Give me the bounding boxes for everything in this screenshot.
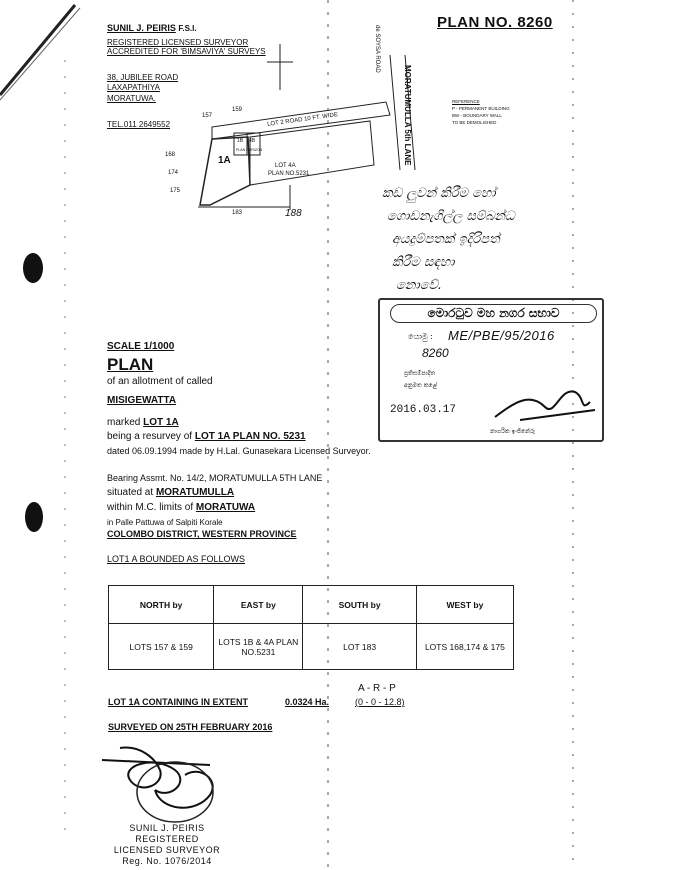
marked-line [107, 417, 179, 429]
footer-line3: LICENSED SURVEYOR [113, 845, 221, 855]
road-lot2-label: LOT 2 ROAD 10 FT. WIDE [266, 112, 339, 128]
stamp-ref-label: යොමු : [408, 332, 433, 341]
district-text: COLOMBO DISTRICT, WESTERN PROVINCE [107, 529, 297, 539]
boundary-188: 188 [285, 208, 302, 219]
plan-horizon-label: PLAN HORIZON [236, 148, 263, 152]
boundaries-header-row [109, 586, 514, 624]
marked-pre: marked [107, 417, 141, 428]
land-name [107, 395, 176, 407]
surveyor-title1: REGISTERED LICENSED SURVEYOR [107, 38, 249, 47]
stamp-signature-icon [490, 372, 600, 427]
boundary-174: 174 [168, 170, 179, 176]
scale-label [107, 341, 174, 353]
resurvey-lot: LOT 1A PLAN NO. 5231 [194, 431, 306, 442]
value-west: LOTS 168,174 & 175 [416, 624, 513, 670]
hand-line-1: කඩ ලුවන් කිරීම හෝ [382, 186, 496, 201]
stamp-plan-no: 8260 [422, 346, 449, 360]
surveyor-addr2: LAXAPATHIYA [107, 83, 160, 92]
district-line [107, 529, 297, 540]
header-west: WEST by [416, 586, 513, 624]
footer-line4: Reg. No. 1076/2014 [122, 856, 212, 866]
surveyor-suffix: F.S.I. [178, 24, 197, 33]
extent-ha-text: 0.0324 Ha. [285, 697, 330, 707]
surveyed-text: SURVEYED ON 25TH FEBRUARY 2016 [108, 722, 273, 732]
plan-title [107, 355, 153, 375]
surveyor-name [107, 23, 197, 34]
plan-number [437, 14, 553, 31]
map-legend [452, 98, 510, 126]
surveyor-addr3: MORATUWA. [107, 94, 156, 103]
within-place: MORATUWA [195, 502, 256, 513]
lane-label: MORATUMULLA 5th LANE [403, 65, 412, 166]
hand-line-2: ගොඩනැගිල්ල සම්බන්ධ [387, 209, 515, 224]
stamp-line-a: ප්‍රතිසම්පාදිත [404, 370, 436, 377]
surveyor-name-text: SUNIL J. PEIRIS [107, 23, 176, 33]
hand-line-5: නොවේ. [396, 278, 443, 293]
value-south: LOT 183 [303, 624, 416, 670]
footer-stamp [112, 823, 222, 867]
municipal-stamp [378, 298, 604, 442]
bearing-line: Bearing Assmt. No. 14/2, MORATUMULLA 5TH LANE [107, 473, 323, 483]
hand-line-3: අයදුම්පතක් ඉදිරිපත් [392, 232, 500, 247]
situated-line [107, 487, 234, 499]
extent-arp [355, 697, 405, 708]
marked-lot: LOT 1A [143, 417, 179, 428]
extent-ha [285, 697, 329, 708]
surveyed-line [108, 722, 272, 733]
dated-line: dated 06.09.1994 made by H.Lal. Gunasekara Licensed Surveyor. [107, 446, 371, 456]
extent-label-text: LOT 1A CONTAINING IN EXTENT [108, 697, 249, 707]
legend-ref: REFERENCE [452, 99, 480, 104]
value-east: LOTS 1B & 4A PLAN NO.5231 [214, 624, 303, 670]
surveyor-signature-icon [100, 740, 230, 830]
handwritten-note [382, 182, 515, 297]
value-north: LOTS 157 & 159 [109, 624, 214, 670]
header-north: NORTH by [109, 586, 214, 624]
footer-line2: REGISTERED [135, 834, 199, 844]
extent-arp-text: (0 - 0 - 12.8) [355, 697, 405, 707]
boundary-159: 159 [232, 107, 243, 113]
boundary-157: 157 [202, 113, 213, 119]
stamp-date: 2016.03.17 [390, 404, 457, 416]
legend-2: BW - BOUNDARY WALL [452, 113, 502, 118]
arp-header: A - R - P [358, 683, 396, 694]
soysa-road-label: de SOYSA ROAD [374, 25, 380, 73]
surveyor-title2: ACCREDITED FOR 'BIMSAVIYA' SURVEYS [107, 47, 266, 56]
plan-number-text: PLAN NO. 8260 [437, 14, 553, 31]
lot-4a-label: LOT 4A [275, 163, 296, 169]
pattuwa-line: in Palle Pattuwa of Salpiti Korale [107, 518, 223, 527]
allotment-line: of an allotment of called [107, 376, 213, 387]
lot-1b-label: 1B [237, 138, 244, 144]
plan-title-text: PLAN [107, 355, 154, 374]
within-line [107, 502, 255, 514]
boundaries-table [108, 585, 514, 670]
header-south: SOUTH by [303, 586, 416, 624]
legend-1: P - PERMANENT BUILDING [452, 106, 510, 111]
bounded-line [107, 554, 245, 565]
boundary-183: 183 [232, 210, 243, 216]
stamp-line-b: අනුමත කළේ [404, 382, 438, 389]
hand-line-4: කිරීම සඳහා [392, 255, 455, 270]
surveyor-tel: TEL.011 2649552 [107, 120, 171, 129]
bounded-text: LOT1 A BOUNDED AS FOLLOWS [107, 554, 246, 564]
header-east: EAST by [214, 586, 303, 624]
lot-4a-plan: PLAN NO.5231 [268, 171, 310, 177]
stamp-ref-no: ME/PBE/95/2016 [448, 328, 555, 343]
within-pre: within M.C. limits of [107, 502, 194, 513]
surveyor-addr1: 38, JUBILEE ROAD [107, 73, 179, 82]
lot-1a-label: 1A [218, 155, 231, 166]
footer-name: SUNIL J. PEIRIS [129, 823, 205, 833]
extent-label [108, 697, 248, 708]
boundaries-value-row [109, 624, 514, 670]
boundary-168: 168 [165, 152, 176, 158]
boundary-175: 175 [170, 188, 181, 194]
scale-text: SCALE 1/1000 [107, 341, 175, 352]
resurvey-line [107, 431, 306, 443]
situated-place: MORATUMULLA [155, 487, 235, 498]
stamp-header: මොරටුව මහ නගර සභාව [390, 304, 597, 323]
lot-4b-label: 4B [249, 138, 256, 144]
situated-pre: situated at [107, 487, 154, 498]
land-name-text: MISIGEWATTA [107, 395, 177, 406]
legend-3: TO BE DEMOLISHED [452, 120, 497, 125]
resurvey-pre: being a resurvey of [107, 431, 193, 442]
stamp-sign-label: නාගරික ඉංජිනේරු [490, 428, 535, 435]
